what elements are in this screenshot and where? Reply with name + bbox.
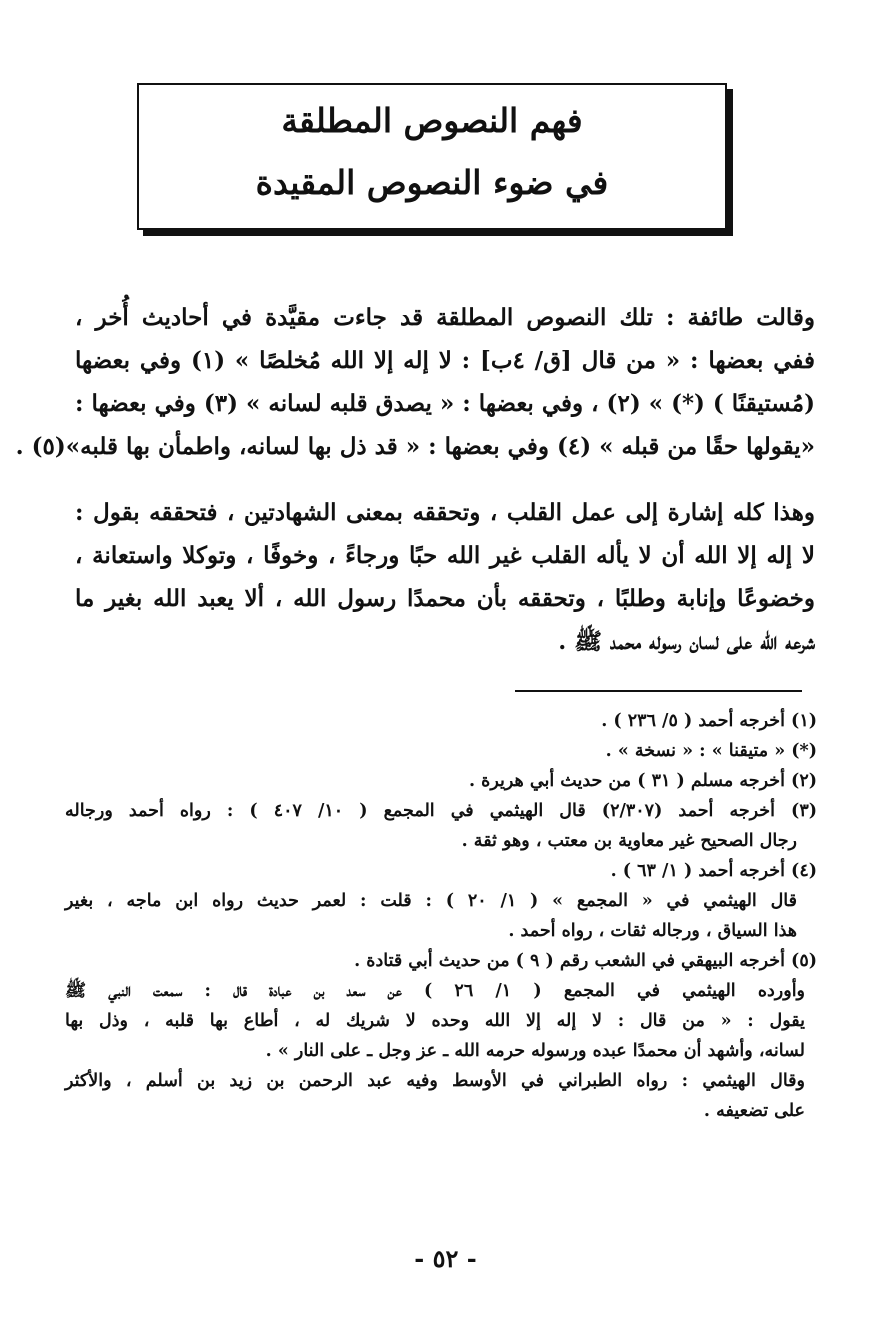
paragraph-2: [75, 491, 815, 663]
paragraph-1-line: (مُستيقنًا ) (*) » (٢) ، وفي بعضها : « يصدق قلبه لسانه » (٣) وفي بعضها :: [75, 390, 815, 417]
page-number: - ٥٢ -: [414, 1244, 477, 1273]
paragraph-1-line: ففي بعضها : « من قال [ق/ ٤ب] : لا إله إلا الله مُخلصًا » (١) وفي بعضها: [75, 347, 815, 374]
paragraph-1: [15, 296, 815, 468]
paragraph-2-line: وهذا كله إشارة إلى عمل القلب ، وتحققه بمعنى الشهادتين ، فتحققه بقول :: [75, 499, 815, 526]
footnote-3: (٣) أخرجه أحمد (٢/٣٠٧) قال الهيثمي في المجمع ( ١٠/ ٤٠٧ ) : رواه أحمد ورجاله: [65, 801, 818, 821]
footnote-4-note-continued: هذا السياق ، ورجاله ثقات ، رواه أحمد .: [508, 921, 797, 941]
footnote-5-haythami: وقال الهيثمي : رواه الطبراني في الأوسط وفيه عبد الرحمن بن زيد بن أسلم ، والأكثر: [65, 1071, 805, 1091]
footnote-5-note: وأورده الهيثمي في المجمع ( ١/ ٢٦ ) عن سعد بن عبادة قال : سمعت النبي ﷺ: [65, 981, 806, 1001]
chapter-title-line-2: في ضوء النصوص المقيدة: [255, 163, 609, 202]
footnotes: [65, 706, 817, 1126]
footnote-3-continued: رجال الصحيح غير معاوية بن معتب ، وهو ثقة .: [461, 831, 797, 851]
chapter-title-line-1: فهم النصوص المطلقة: [281, 101, 583, 140]
footnote-5-note-continued: يقول : « من قال : لا إله إلا الله وحده لا شريك له ، أطاع بها قلبه ، وذل بها: [65, 1011, 805, 1031]
footnote-4: (٤) أخرجه أحمد ( ١/ ٦٣ ) .: [610, 861, 817, 881]
footnote-2: (٢) أخرجه مسلم ( ٣١ ) من حديث أبي هريرة .: [469, 771, 817, 791]
paragraph-2-line: شرعه الله على لسان رسوله محمد ﷺ .: [558, 628, 815, 655]
paragraph-2-line: لا إله إلا الله أن لا يأله القلب غير الله حبًا ورجاءً ، وخوفًا ، وتوكلا واستعانة ،: [75, 542, 815, 569]
paragraph-2-line: وخضوعًا وإنابة وطلبًا ، وتحققه بأن محمدًا رسول الله ، ألا يعبد الله بغير ما: [75, 585, 815, 612]
footnote-separator: [515, 690, 802, 692]
paragraph-1-line: «يقولها حقًا من قبله » (٤) وفي بعضها : « قد ذل بها لسانه، واطمأن بها قلبه»(٥) .: [15, 433, 815, 460]
paragraph-1-line: وقالت طائفة : تلك النصوص المطلقة قد جاءت مقيَّدة في أحاديث أُخر ،: [75, 304, 815, 331]
footnote-1: (١) أخرجه أحمد ( ٥/ ٢٣٦ ) .: [601, 711, 817, 731]
footnote-4-note: قال الهيثمي في « المجمع » ( ١/ ٢٠ ) : قلت : لعمر حديث رواه ابن ماجه ، بغير: [65, 891, 797, 911]
footnote-5-note-continued: لسانه، وأشهد أن محمدًا عبده ورسوله حرمه الله ـ عز وجل ـ على النار » .: [265, 1041, 805, 1061]
footnote-5-haythami-continued: على تضعيفه .: [703, 1101, 805, 1121]
footnote-star: (*) « متيقنا » : « نسخة » .: [605, 741, 817, 761]
footnote-5: (٥) أخرجه البيهقي في الشعب رقم ( ٩ ) من حديث أبي قتادة .: [354, 951, 817, 971]
chapter-title-box: [137, 83, 727, 230]
